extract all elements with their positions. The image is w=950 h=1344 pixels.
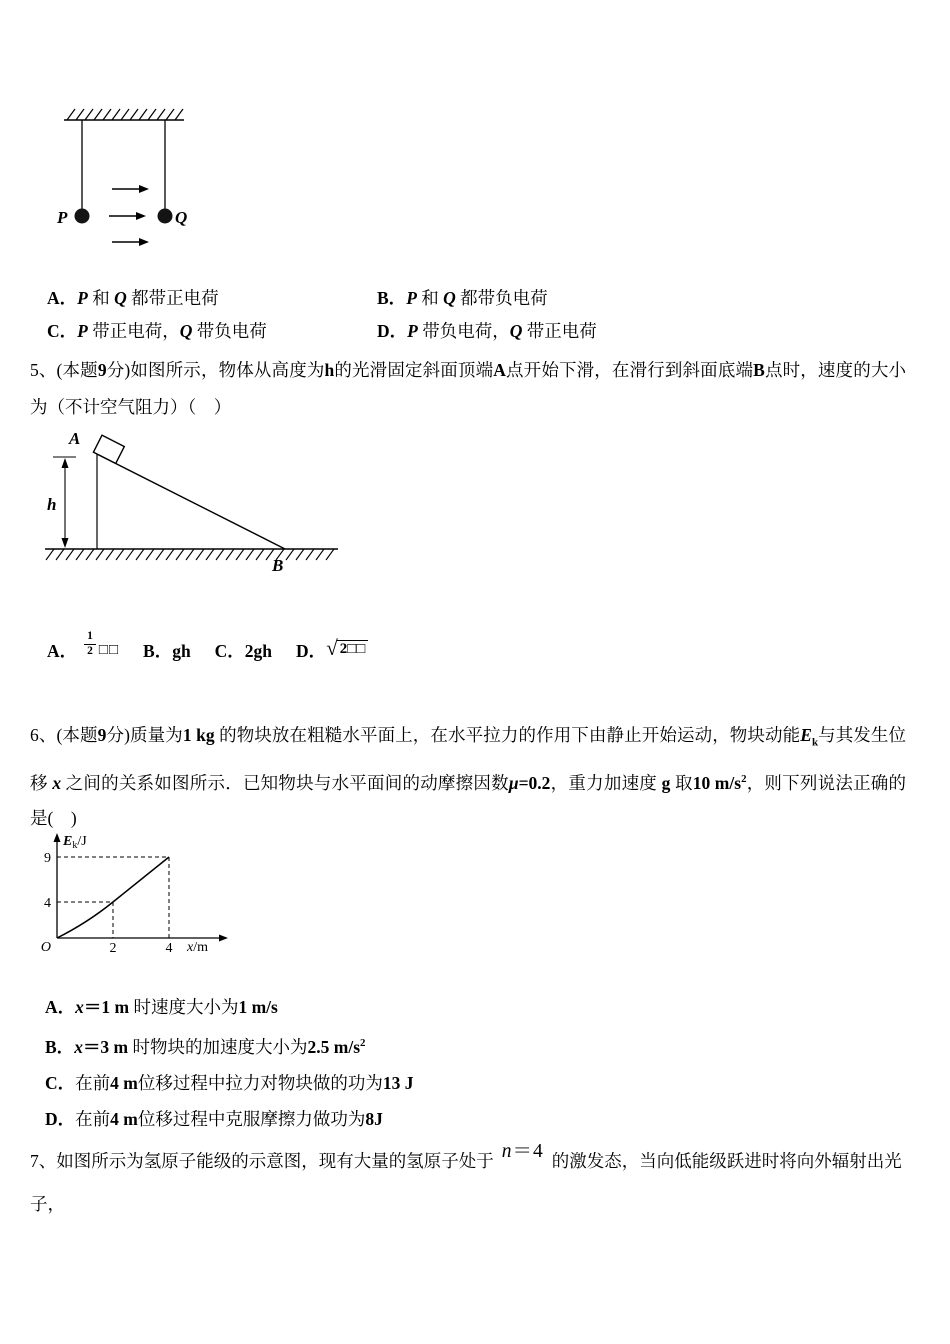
height-arrow-up [62, 458, 69, 468]
text-segment: 2.5 m/s [307, 1036, 361, 1057]
text-segment: 1 kg [182, 725, 215, 745]
y-axis-arrow [54, 833, 61, 842]
charge-ball-p [75, 209, 90, 224]
missing-glyph-boxes: □□ [98, 641, 120, 658]
field-arrow-middle [109, 212, 146, 220]
text-segment: x [52, 772, 62, 793]
ek-x-graph [25, 830, 255, 960]
text-segment: A [493, 360, 506, 380]
q4-option-b [377, 285, 707, 310]
text-segment: 9 [97, 360, 107, 380]
text-segment: P [77, 288, 88, 308]
q5-option-b: B．gh [143, 640, 191, 661]
text-segment: 10 m/s [692, 772, 742, 793]
text-segment: 4 m [110, 1072, 138, 1093]
q5-option-a-label: A． [47, 640, 78, 661]
field-arrow-bottom [112, 238, 149, 246]
text-segment: 与其发生位移 [30, 725, 907, 793]
text-segment: P [77, 321, 88, 341]
x-axis-label: x/m [187, 940, 208, 955]
q4-options-row-1 [47, 281, 707, 314]
inline-formula-n-equals-4 [502, 1131, 544, 1173]
text-segment: 5、(本题 [30, 360, 98, 380]
q6-option-d [45, 1101, 413, 1137]
fraction-one-half [84, 630, 96, 657]
text-segment: 的光滑固定斜面顶端 [334, 360, 494, 380]
q7-text-before [30, 1151, 494, 1171]
text-segment: A． [47, 288, 78, 308]
text-segment: ＝1 m [83, 997, 130, 1017]
text-segment: k [811, 736, 818, 749]
sqrt-expression [326, 635, 368, 661]
text-segment: 都带正电荷 [126, 288, 219, 308]
text-segment: 和 [416, 288, 444, 308]
question-7-text [30, 1140, 930, 1225]
text-segment: 8J [365, 1108, 383, 1129]
label-p: P [57, 208, 68, 227]
text-segment: x [75, 997, 84, 1017]
radicand: 2□□ [337, 640, 369, 658]
text-segment: 2 [360, 1037, 366, 1049]
text-segment: 在前 [75, 1108, 111, 1129]
y-axis-label: $E_k/J$ [63, 834, 87, 851]
text-segment: A． [45, 997, 76, 1017]
text-segment: Q [443, 288, 456, 308]
text-segment: Q [509, 321, 523, 341]
q6-options [45, 989, 413, 1137]
q4-option-c [47, 318, 377, 343]
q5-option-c: C．2gh [214, 640, 273, 661]
q6-option-c [45, 1065, 413, 1101]
charge-ball-q [158, 209, 173, 224]
text-segment: 位移过程中拉力对物块做的功为 [137, 1072, 383, 1093]
height-arrow-down [62, 538, 69, 548]
x-tick-2: 2 [109, 941, 117, 956]
q4-option-a [47, 285, 377, 310]
text-segment: 6、(本题 [30, 725, 98, 745]
text-segment: D． [377, 321, 408, 341]
text-segment: μ [508, 772, 519, 793]
text-segment: 带负电荷 [192, 321, 267, 341]
field-arrow-top [112, 185, 149, 193]
radical-sign: √ [326, 635, 338, 660]
x-axis-arrow [219, 935, 228, 942]
text-segment: 分)质量为 [106, 725, 183, 745]
text-segment: C． [47, 321, 78, 341]
text-segment: 的激发态，当向低能级跃进时将向外辐射出光子， [30, 1151, 902, 1214]
text-segment: 带正电荷， [87, 321, 180, 341]
text-segment: 和 [87, 288, 115, 308]
origin-label: O [40, 940, 51, 955]
text-segment: Q [114, 288, 127, 308]
text-segment: =0.2 [518, 772, 551, 793]
text-segment: g [661, 772, 671, 793]
formula-variable: n [501, 1141, 513, 1162]
text-segment: h [324, 360, 335, 380]
text-segment: 时速度大小为 [129, 997, 239, 1017]
charges-figure [45, 106, 245, 258]
text-segment: 带正电荷 [522, 321, 597, 341]
q6-option-a [45, 989, 413, 1025]
text-segment: 都带负电荷 [455, 288, 548, 308]
text-segment: 带负电荷， [417, 321, 510, 341]
text-segment: 2 [741, 772, 747, 785]
y-tick-4: 4 [44, 896, 51, 911]
ground-hatch [46, 549, 334, 560]
text-segment: 时物块的加速度大小为 [128, 1036, 308, 1057]
text-segment: E [800, 725, 812, 745]
incline-figure [42, 424, 362, 592]
text-segment: ，重力加速度 [550, 772, 662, 793]
label-b: B [272, 556, 284, 575]
sliding-block [93, 435, 124, 463]
q4-option-d [377, 318, 707, 343]
text-segment: B． [45, 1036, 75, 1057]
fraction-denominator: 2 [87, 644, 93, 657]
text-segment: 9 [97, 725, 107, 745]
question-5-text [30, 352, 906, 426]
text-segment: 1 m/s [238, 997, 278, 1017]
q5-option-d-label: D． [296, 640, 327, 661]
formula-value: ＝4 [512, 1141, 544, 1162]
dashed-guide-4 [57, 902, 113, 938]
text-segment: 取 [670, 772, 693, 793]
y-tick-9: 9 [44, 851, 51, 866]
text-segment: B． [377, 288, 407, 308]
text-segment: 4 m [110, 1108, 138, 1129]
label-q: Q [175, 208, 188, 227]
text-segment: ＝3 m [82, 1036, 129, 1057]
incline-hypotenuse [97, 454, 285, 549]
text-segment: 13 J [382, 1072, 414, 1093]
label-a: A [69, 429, 81, 448]
text-segment: P [407, 321, 418, 341]
q4-options [47, 281, 707, 347]
fraction-numerator: 1 [84, 630, 96, 644]
text-segment: 在前 [75, 1072, 111, 1093]
ceiling-hatch [67, 109, 183, 120]
text-segment: 分)如图所示，物体从高度为 [106, 360, 325, 380]
text-segment: 之间的关系如图所示．已知物块与水平面间的动摩擦因数 [61, 772, 509, 793]
text-segment: 点开始下滑，在滑行到斜面底端 [505, 360, 754, 380]
x-tick-4: 4 [165, 941, 173, 956]
text-segment: D． [45, 1108, 76, 1129]
text-segment: x [74, 1036, 83, 1057]
text-segment: 位移过程中克服摩擦力做功为 [137, 1108, 366, 1129]
text-segment: 点时，速度的大小为（不计空气阻力）（ ） [30, 360, 907, 417]
text-segment: C． [45, 1072, 76, 1093]
text-segment: 7、如图所示为氢原子能级的示意图，现有大量的氢原子处于 [30, 1151, 494, 1171]
q5-options [47, 628, 368, 672]
q6-option-b [45, 1025, 413, 1065]
label-h: h [47, 495, 57, 514]
text-segment: Q [179, 321, 193, 341]
text-segment: ) [53, 808, 77, 829]
text-segment: 的物块放在粗糙水平面上，在水平拉力的作用下由静止开始运动，物块动能 [214, 725, 801, 745]
text-segment: B [753, 360, 765, 380]
text-segment: ，则下列说法正确的是( [30, 772, 907, 829]
q4-options-row-2 [47, 314, 707, 347]
text-segment: P [406, 288, 417, 308]
question-6-text [30, 717, 906, 836]
